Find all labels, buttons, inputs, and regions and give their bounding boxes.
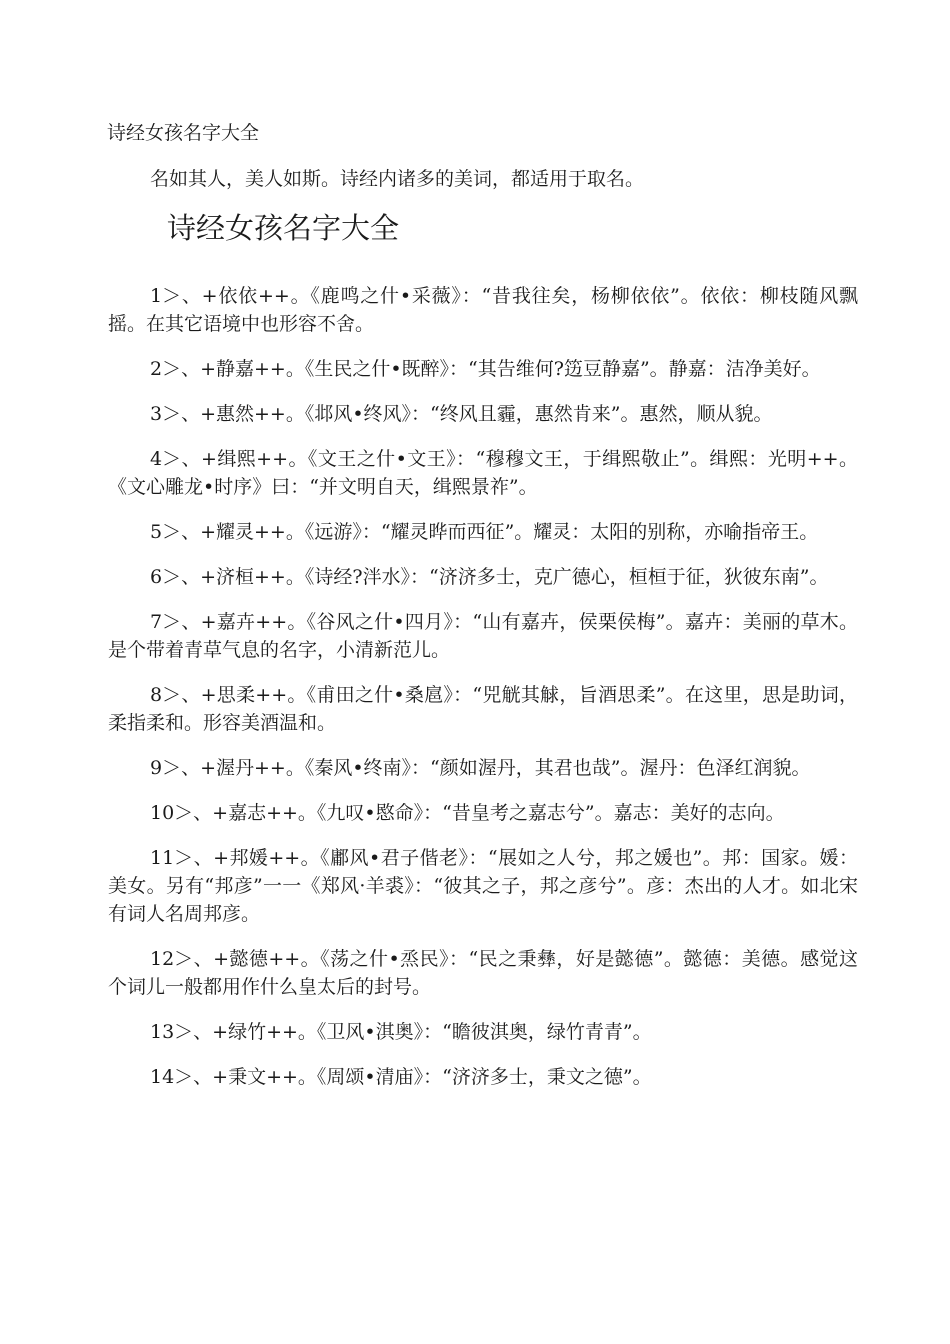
main-title: 诗经女孩名字大全 [167, 211, 400, 245]
header-title: 诗经女孩名字大全 [107, 122, 260, 144]
entry-paragraph: 3＞、+惠然++。《邶风•终风》：“终风且霾，惠然肯来”。惠然，顺从貌。 [150, 403, 773, 425]
entry-paragraph: 2＞、+静嘉++。《生民之什•既醉》：“其告维何?笾豆静嘉”。静嘉：洁净美好。 [150, 358, 821, 380]
entry-paragraph: 14＞、+秉文++。《周颂•清庙》：“济济多士，秉文之德”。 [150, 1066, 652, 1088]
entry-paragraph: 12＞、+懿德++。《荡之什•烝民》：“民之秉彝，好是懿德”。懿德：美德。感觉这个词儿一般都用作什么皇太后的封号。 [108, 948, 858, 998]
intro-paragraph: 名如其人，美人如斯。诗经内诸多的美词，都适用于取名。 [150, 168, 645, 190]
entry-paragraph: 8＞、+思柔++。《甫田之什•桑扈》：“兕觥其觩，旨酒思柔”。在这里，思是助词，柔指柔和。形容美酒温和。 [108, 684, 858, 734]
entry-paragraph: 6＞、+济桓++。《诗经?泮水》：“济济多士，克广德心，桓桓于征，狄彼东南”。 [150, 566, 829, 588]
entry-paragraph: 11＞、+邦媛++。《鄘风•君子偕老》：“展如之人兮，邦之媛也”。邦：国家。媛：美女。另有“邦彦”一一《郑风·羊裘》：“彼其之子，邦之彦兮”。彦：杰出的人才。如北宋有词人名周邦彦。 [108, 847, 858, 925]
entry-paragraph: 9＞、+渥丹++。《秦风•终南》：“颜如渥丹，其君也哉”。渥丹：色泽红润貌。 [150, 757, 811, 779]
entry-paragraph: 7＞、+嘉卉++。《谷风之什•四月》：“山有嘉卉，侯栗侯梅”。嘉卉：美丽的草木。是个带着青草气息的名字，小清新范儿。 [108, 611, 858, 661]
entry-paragraph: 1＞、+依依++。《鹿鸣之什•采薇》：“昔我往矣，杨柳依依”。依依：柳枝随风飘摇。在其它语境中也形容不舍。 [108, 285, 858, 335]
entry-paragraph: 4＞、+缉熙++。《文王之什•文王》：“穆穆文王，于缉熙敬止”。缉熙：光明++。《文心雕龙•时序》曰：“并文明自天，缉熙景祚”。 [108, 448, 858, 498]
entry-paragraph: 13＞、+绿竹++。《卫风•淇奥》：“瞻彼淇奥，绿竹青青”。 [150, 1021, 652, 1043]
entries-list [108, 282, 858, 1108]
entry-paragraph: 5＞、+耀灵++。《远游》：“耀灵晔而西征”。耀灵：太阳的别称，亦喻指帝王。 [150, 521, 819, 543]
entry-paragraph: 10＞、+嘉志++。《九叹•愍命》：“昔皇考之嘉志兮”。嘉志：美好的志向。 [150, 802, 785, 824]
